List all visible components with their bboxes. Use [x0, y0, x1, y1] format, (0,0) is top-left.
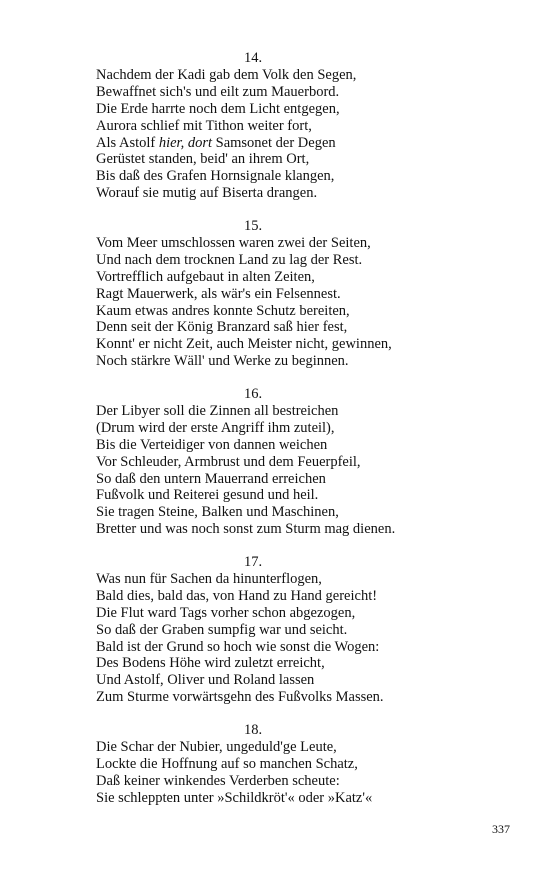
verse-line: Gerüstet standen, beid' an ihrem Ort,: [96, 151, 310, 168]
verse-line: Die Erde harrte noch dem Licht entgegen,: [96, 100, 340, 117]
verse-line: So daß den untern Mauerrand erreichen: [96, 470, 326, 487]
verse-line: Und nach dem trocknen Land zu lag der Rest.: [96, 251, 363, 268]
verse-line: Vortrefflich aufgebaut in alten Zeiten,: [96, 268, 315, 285]
verse-line: Bewaffnet sich's und eilt zum Mauerbord.: [96, 83, 340, 100]
verse-line: Bald dies, bald das, von Hand zu Hand gereicht!: [96, 587, 378, 604]
verse-line: Sie tragen Steine, Balken und Maschinen,: [96, 504, 339, 521]
verse-line: Die Flut ward Tags vorher schon abgezogen,: [96, 604, 356, 621]
stanza-number: 14.: [243, 50, 263, 66]
stanza-17: [96, 554, 456, 706]
page-number: 337: [492, 822, 510, 836]
verse-line: Der Libyer soll die Zinnen all bestreichen: [96, 403, 339, 419]
verse-line-end: Samsonet der Degen: [212, 134, 336, 151]
verse-line: Zum Sturme vorwärtsgehn des Fußvolks Massen.: [96, 689, 384, 706]
verse-line: Was nun für Sachen da hinunterflogen,: [96, 571, 322, 587]
stanza-number: 16.: [243, 386, 263, 402]
verse-line: Vom Meer umschlossen waren zwei der Seiten,: [96, 235, 371, 251]
verse-line: Ragt Mauerwerk, als wär's ein Felsennest.: [96, 285, 341, 302]
verse-line: Des Bodens Höhe wird zuletzt erreicht,: [96, 655, 325, 672]
verse-line: Konnt' er nicht Zeit, auch Meister nicht, gewinnen,: [96, 336, 392, 353]
verse-line: Bis daß des Grafen Hornsignale klangen,: [96, 168, 335, 185]
stanza-18: [96, 722, 456, 807]
verse-line: Kaum etwas andres konnte Schutz bereiten,: [96, 302, 350, 319]
verse-italic-text: hier, dort: [158, 134, 213, 151]
stanza-15: [96, 218, 456, 370]
verse-line: Bald ist der Grund so hoch wie sonst die Wogen:: [96, 638, 380, 655]
verse-line: Bretter und was noch sonst zum Sturm mag dienen.: [96, 521, 396, 538]
stanza-number: 18.: [243, 722, 263, 738]
verse-line: Vor Schleuder, Armbrust und dem Feuerpfeil,: [96, 453, 361, 470]
verse-line: Sie schleppten unter »Schildkröt'« oder »Katz'«: [96, 789, 373, 806]
verse-line: So daß der Graben sumpfig war und seicht.: [96, 621, 348, 638]
stanza-number: 15.: [243, 218, 263, 234]
verse-line: Aurora schlief mit Tithon weiter fort,: [96, 117, 312, 134]
verse-line: Nachdem der Kadi gab dem Volk den Segen,: [96, 67, 357, 83]
verse-line: [96, 135, 456, 152]
verse-line: Worauf sie mutig auf Biserta drangen.: [96, 185, 318, 202]
stanza-14: [96, 50, 456, 202]
verse-line: Noch stärkre Wäll' und Werke zu beginnen.: [96, 353, 349, 370]
verse-line: Die Schar der Nubier, ungeduld'ge Leute,: [96, 739, 337, 755]
verse-line: Lockte die Hoffnung auf so manchen Schatz,: [96, 755, 358, 772]
verse-line: (Drum wird der erste Angriff ihm zuteil),: [96, 419, 335, 436]
verse-line-start: Als Astolf: [96, 134, 159, 151]
verse-line: Fußvolk und Reiterei gesund und heil.: [96, 487, 319, 504]
verse-line: Denn seit der König Branzard saß hier fest,: [96, 319, 348, 336]
stanza-number: 17.: [243, 554, 263, 570]
verse-line: Daß keiner winkendes Verderben scheute:: [96, 772, 340, 789]
verse-line: Bis die Verteidiger von dannen weichen: [96, 436, 328, 453]
stanza-16: [96, 386, 456, 538]
verse-line: Und Astolf, Oliver und Roland lassen: [96, 672, 315, 689]
